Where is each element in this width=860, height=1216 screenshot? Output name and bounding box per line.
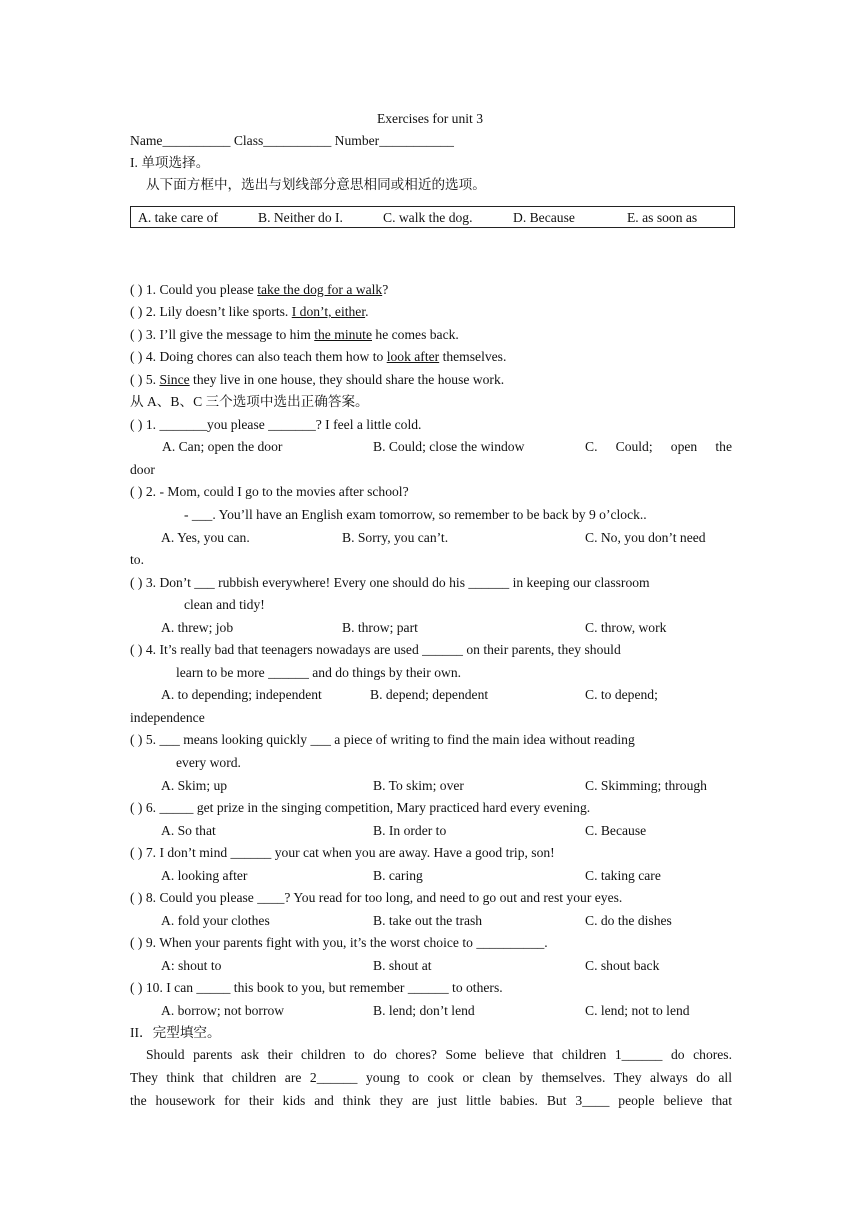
q1-option-a: A. Can; open the door — [162, 439, 283, 454]
q5-option-c: C. Skimming; through — [585, 778, 707, 793]
q9-stem: ( ) 9. When your parents fight with you, it’s the worst choice to __________. — [130, 935, 548, 950]
underlined-phrase: take the dog for a walk — [257, 282, 383, 297]
cloze-line-2: They think that children are 2______ young to cook or clean by themselves. They always do all — [130, 1070, 732, 1085]
underlined-phrase: Since — [159, 372, 190, 387]
s1-item-5: ( ) 5. Since they live in one house, they should share the house work. — [130, 372, 505, 387]
s1-item-1: ( ) 1. Could you please take the dog for a walk? — [130, 282, 389, 297]
q3-option-b: B. throw; part — [342, 620, 418, 635]
q2-option-a: A. Yes, you can. — [161, 530, 250, 545]
cloze-line-1: Should parents ask their children to do chores? Some believe that children 1______ do chores. — [146, 1047, 732, 1062]
q3-option-c: C. throw, work — [585, 620, 667, 635]
box-option-e: E. as soon as — [627, 210, 698, 225]
name-class-number-line: Name__________ Class__________ Number___________ — [130, 133, 454, 148]
box-option-c: C. walk the dog. — [383, 210, 473, 225]
q6-stem: ( ) 6. _____ get prize in the singing competition, Mary practiced hard every evening. — [130, 800, 591, 815]
q2-stem: ( ) 2. - Mom, could I go to the movies after school? — [130, 484, 409, 499]
underlined-phrase: the minute — [314, 327, 372, 342]
q5-option-b: B. To skim; over — [373, 778, 464, 793]
underlined-phrase: look after — [386, 349, 440, 364]
s1-item-3: ( ) 3. I’ll give the message to him the minute he comes back. — [130, 327, 459, 342]
box-option-b: B. Neither do I. — [258, 210, 343, 225]
q3-stem-cont: clean and tidy! — [184, 597, 265, 612]
cloze-line-3: the housework for their kids and think they are just little babies. But 3____ people believe that — [130, 1093, 732, 1108]
q2-stem-cont: - ___. You’ll have an English exam tomorrow, so remember to be back by 9 o’clock.. — [184, 507, 647, 522]
q7-option-b: B. caring — [373, 868, 423, 883]
q1-option-c-wrap: door — [130, 462, 155, 477]
q10-stem: ( ) 10. I can _____ this book to you, but remember ______ to others. — [130, 980, 503, 995]
q2-option-b: B. Sorry, you can’t. — [342, 530, 449, 545]
q5-option-a: A. Skim; up — [161, 778, 228, 793]
page-title: Exercises for unit 3 — [376, 111, 484, 126]
q4-option-a: A. to depending; independent — [161, 687, 322, 702]
s1-item-4: ( ) 4. Doing chores can also teach them how to look after themselves. — [130, 349, 507, 364]
s1-item-2: ( ) 2. Lily doesn’t like sports. I don’t, either. — [130, 304, 369, 319]
q10-option-b: B. lend; don’t lend — [373, 1003, 475, 1018]
q1-stem: ( ) 1. _______you please _______? I feel a little cold. — [130, 417, 422, 432]
q9-option-c: C. shout back — [585, 958, 660, 973]
section-1-instruction: 从下面方框中，选出与划线部分意思相同或相近的选项。 — [146, 177, 486, 192]
q6-option-c: C. Because — [585, 823, 647, 838]
section-3-heading: II．完型填空。 — [130, 1025, 221, 1040]
q1-option-c: C. Could; open the — [585, 439, 732, 454]
q3-option-a: A. threw; job — [161, 620, 234, 635]
q8-option-a: A. fold your clothes — [161, 913, 270, 928]
q4-stem-cont: learn to be more ______ and do things by their own. — [176, 665, 462, 680]
q6-option-a: A. So that — [161, 823, 216, 838]
box-option-d: D. Because — [513, 210, 575, 225]
q8-stem: ( ) 8. Could you please ____? You read for too long, and need to go out and rest your eyes. — [130, 890, 623, 905]
q8-option-c: C. do the dishes — [585, 913, 672, 928]
q7-option-c: C. taking care — [585, 868, 661, 883]
q7-option-a: A. looking after — [161, 868, 248, 883]
q2-option-c-wrap: to. — [130, 552, 144, 567]
q1-option-b: B. Could; close the window — [373, 439, 525, 454]
q4-option-c-wrap: independence — [130, 710, 205, 725]
q4-stem: ( ) 4. It’s really bad that teenagers nowadays are used ______ on their parents, they should — [130, 642, 621, 657]
q10-option-c: C. lend; not to lend — [585, 1003, 690, 1018]
q4-option-c: C. to depend; — [585, 687, 658, 702]
underlined-phrase: I don’t, either — [291, 304, 366, 319]
q10-option-a: A. borrow; not borrow — [161, 1003, 285, 1018]
q9-option-a: A: shout to — [161, 958, 222, 973]
q4-option-b: B. depend; dependent — [370, 687, 489, 702]
q9-option-b: B. shout at — [373, 958, 432, 973]
q6-option-b: B. In order to — [373, 823, 447, 838]
section-1-heading: I. 单项选择。 — [130, 155, 210, 170]
q8-option-b: B. take out the trash — [373, 913, 483, 928]
box-option-a: A. take care of — [138, 210, 219, 225]
q5-stem: ( ) 5. ___ means looking quickly ___ a piece of writing to find the main idea without reading — [130, 732, 635, 747]
q7-stem: ( ) 7. I don’t mind ______ your cat when you are away. Have a good trip, son! — [130, 845, 555, 860]
section-2-instruction: 从 A、B、C 三个选项中选出正确答案。 — [130, 394, 369, 409]
options-box — [130, 206, 735, 228]
q5-stem-cont: every word. — [176, 755, 241, 770]
q3-stem: ( ) 3. Don’t ___ rubbish everywhere! Every one should do his ______ in keeping our classroom — [130, 575, 650, 590]
q2-option-c: C. No, you don’t need — [585, 530, 706, 545]
